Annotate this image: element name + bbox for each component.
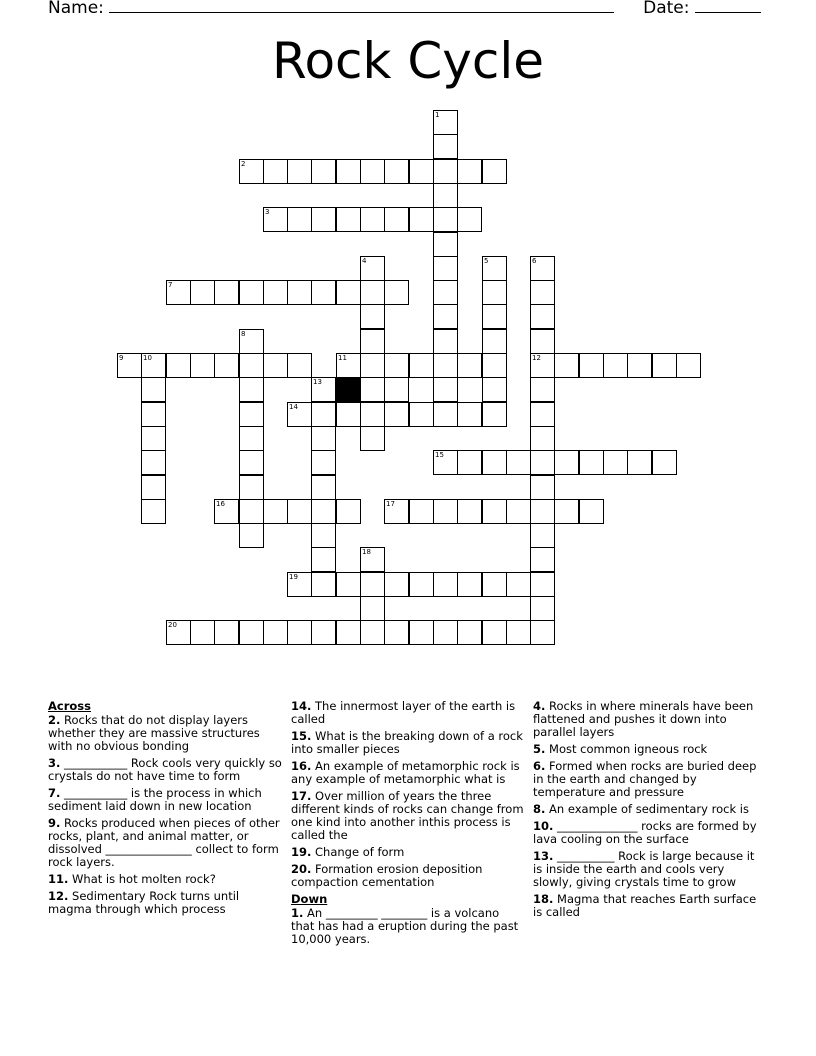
grid-cell[interactable]	[384, 377, 409, 402]
grid-cell[interactable]	[287, 159, 312, 184]
clue-number-label: 4	[362, 257, 367, 265]
clue-number-label: 8	[241, 330, 246, 338]
clue-number: 20.	[291, 862, 312, 876]
clue-number: 8.	[533, 802, 546, 816]
grid-cell[interactable]	[360, 402, 385, 427]
grid-cell[interactable]	[530, 426, 555, 451]
clue-column-3	[533, 700, 767, 923]
clue-number-label: 20	[168, 621, 177, 629]
grid-cell[interactable]	[239, 402, 264, 427]
grid-cell[interactable]	[433, 572, 458, 597]
grid-cell[interactable]	[433, 256, 458, 281]
clue-number: 14.	[291, 699, 312, 713]
clue-text: Sedimentary Rock turns until magma through which process	[48, 889, 240, 916]
grid-cell[interactable]	[263, 620, 288, 645]
grid-cell[interactable]	[287, 280, 312, 305]
grid-cell[interactable]	[433, 620, 458, 645]
grid-cell[interactable]	[360, 426, 385, 451]
clue-down-13	[533, 850, 767, 889]
clue-number-label: 14	[289, 403, 298, 411]
date-label: Date:	[643, 0, 690, 18]
grid-cell[interactable]	[311, 207, 336, 232]
grid-cell[interactable]	[190, 280, 215, 305]
name-label: Name:	[48, 0, 104, 18]
grid-cell[interactable]	[336, 159, 361, 184]
clue-number-label: 13	[313, 378, 322, 386]
clue-number: 18.	[533, 892, 554, 906]
grid-cell[interactable]	[433, 159, 458, 184]
grid-cell[interactable]	[336, 207, 361, 232]
clue-across-7	[48, 787, 282, 813]
clue-text: ___________ is the process in which sediment laid down in new location	[48, 786, 262, 813]
grid-cell[interactable]	[530, 402, 555, 427]
grid-cell[interactable]	[457, 402, 482, 427]
grid-cell[interactable]	[482, 450, 507, 475]
clue-number-label: 19	[289, 573, 298, 581]
grid-cell[interactable]	[311, 523, 336, 548]
grid-cell[interactable]	[409, 572, 434, 597]
grid-cell[interactable]	[360, 207, 385, 232]
grid-cell[interactable]	[482, 304, 507, 329]
grid-cell[interactable]	[554, 353, 579, 378]
grid-cell[interactable]	[433, 280, 458, 305]
grid-cell[interactable]	[433, 207, 458, 232]
clue-across-2	[48, 714, 282, 753]
clue-across-9	[48, 817, 282, 869]
across-heading: Across	[48, 699, 91, 713]
grid-cell[interactable]	[433, 304, 458, 329]
grid-cell[interactable]	[311, 280, 336, 305]
clue-number: 5.	[533, 742, 546, 756]
grid-cell[interactable]	[239, 353, 264, 378]
grid-cell[interactable]	[482, 402, 507, 427]
grid-cell[interactable]	[384, 402, 409, 427]
grid-cell[interactable]	[482, 377, 507, 402]
clue-number-label: 15	[435, 451, 444, 459]
grid-cell[interactable]	[457, 620, 482, 645]
grid-cell[interactable]	[360, 596, 385, 621]
grid-cell[interactable]	[530, 450, 555, 475]
grid-cell[interactable]	[457, 572, 482, 597]
clue-number: 2.	[48, 713, 61, 727]
grid-cell[interactable]	[554, 499, 579, 524]
clue-across-11	[48, 873, 282, 886]
grid-cell[interactable]	[336, 280, 361, 305]
clue-number-label: 5	[484, 257, 489, 265]
grid-cell[interactable]	[530, 499, 555, 524]
grid-cell[interactable]	[190, 620, 215, 645]
grid-cell[interactable]	[603, 353, 628, 378]
grid-cell[interactable]	[433, 377, 458, 402]
grid-cell[interactable]	[360, 280, 385, 305]
grid-cell[interactable]	[311, 402, 336, 427]
grid-cell[interactable]	[482, 499, 507, 524]
grid-cell[interactable]	[311, 499, 336, 524]
clue-down-10	[533, 820, 767, 846]
grid-cell[interactable]	[311, 620, 336, 645]
grid-cell[interactable]	[457, 207, 482, 232]
clue-text: Rocks that do not display layers whether they are massive structures with no obvious bonding	[48, 713, 260, 753]
clue-number-label: 3	[265, 208, 270, 216]
clue-number-label: 10	[143, 354, 152, 362]
clue-number-label: 1	[435, 111, 440, 119]
grid-cell[interactable]	[239, 620, 264, 645]
page-title: Rock Cycle	[271, 32, 545, 90]
clue-text: Rocks in where minerals have been flattened and pushes it down into parallel layers	[533, 699, 754, 739]
grid-cell[interactable]	[433, 353, 458, 378]
grid-cell[interactable]	[384, 159, 409, 184]
clue-number-label: 17	[386, 500, 395, 508]
clue-text: The innermost layer of the earth is called	[291, 699, 516, 726]
black-cell	[336, 377, 361, 402]
grid-cell[interactable]	[409, 159, 434, 184]
grid-cell[interactable]	[482, 280, 507, 305]
clue-down-4	[533, 700, 767, 739]
clue-number: 3.	[48, 756, 61, 770]
grid-cell[interactable]	[141, 450, 166, 475]
grid-cell[interactable]	[627, 450, 652, 475]
grid-cell[interactable]	[530, 329, 555, 354]
clue-number-label: 12	[532, 354, 541, 362]
grid-cell[interactable]	[141, 475, 166, 500]
grid-cell[interactable]	[384, 207, 409, 232]
grid-cell[interactable]	[433, 499, 458, 524]
clue-number: 1.	[291, 906, 304, 920]
grid-cell[interactable]	[433, 329, 458, 354]
grid-cell[interactable]	[433, 183, 458, 208]
clue-down-1	[291, 907, 525, 946]
grid-cell[interactable]	[384, 280, 409, 305]
clue-text: Over million of years the three different kinds of rocks can change from one kind into another inthis process is called the	[291, 789, 524, 842]
grid-cell[interactable]	[482, 329, 507, 354]
grid-cell[interactable]	[506, 572, 531, 597]
grid-cell[interactable]	[263, 159, 288, 184]
grid-cell[interactable]	[482, 159, 507, 184]
grid-cell[interactable]	[530, 475, 555, 500]
clue-across-19	[291, 846, 525, 859]
clue-number-label: 16	[216, 500, 225, 508]
clue-text: What is hot molten rock?	[68, 872, 216, 886]
clue-text: __________ Rock is large because it is inside the earth and cools very slowly, giving crystals time to grow	[533, 849, 755, 889]
grid-cell[interactable]	[141, 402, 166, 427]
grid-cell[interactable]	[627, 353, 652, 378]
grid-cell[interactable]	[336, 402, 361, 427]
grid-cell[interactable]	[239, 523, 264, 548]
grid-cell[interactable]	[360, 620, 385, 645]
grid-cell[interactable]	[579, 353, 604, 378]
grid-cell[interactable]	[457, 450, 482, 475]
grid-cell[interactable]	[530, 547, 555, 572]
grid-cell[interactable]	[409, 353, 434, 378]
grid-cell[interactable]	[409, 207, 434, 232]
grid-cell[interactable]	[141, 499, 166, 524]
grid-cell[interactable]	[360, 304, 385, 329]
clue-number-label: 9	[119, 354, 124, 362]
grid-cell[interactable]	[457, 499, 482, 524]
grid-cell[interactable]	[360, 353, 385, 378]
clue-across-17	[291, 790, 525, 842]
clue-across-12	[48, 890, 282, 916]
grid-cell[interactable]	[652, 353, 677, 378]
grid-cell[interactable]	[287, 620, 312, 645]
clue-number: 4.	[533, 699, 546, 713]
clue-text: An example of metamorphic rock is any example of metamorphic what is	[291, 759, 520, 786]
clue-number-label: 18	[362, 548, 371, 556]
grid-cell[interactable]	[384, 572, 409, 597]
clue-number: 10.	[533, 819, 554, 833]
clue-number: 13.	[533, 849, 554, 863]
grid-cell[interactable]	[530, 620, 555, 645]
grid-cell[interactable]	[506, 450, 531, 475]
clue-number: 9.	[48, 816, 61, 830]
clue-text: Formation erosion deposition compaction cementation	[291, 862, 483, 889]
grid-cell[interactable]	[239, 475, 264, 500]
clue-number: 19.	[291, 845, 312, 859]
clue-number: 7.	[48, 786, 61, 800]
clue-number-label: 2	[241, 160, 246, 168]
grid-cell[interactable]	[603, 450, 628, 475]
clue-number: 12.	[48, 889, 69, 903]
grid-cell[interactable]	[311, 426, 336, 451]
grid-cell[interactable]	[433, 232, 458, 257]
clue-down-8	[533, 803, 767, 816]
grid-cell[interactable]	[263, 280, 288, 305]
clue-down-5	[533, 743, 767, 756]
grid-cell[interactable]	[409, 499, 434, 524]
grid-cell[interactable]	[360, 329, 385, 354]
grid-cell[interactable]	[409, 620, 434, 645]
clue-number: 11.	[48, 872, 69, 886]
clue-across-16	[291, 760, 525, 786]
grid-cell[interactable]	[360, 159, 385, 184]
grid-cell[interactable]	[311, 159, 336, 184]
clue-down-6	[533, 760, 767, 799]
clue-text: An example of sedimentary rock is	[545, 802, 749, 816]
grid-cell[interactable]	[141, 377, 166, 402]
grid-cell[interactable]	[311, 572, 336, 597]
grid-cell[interactable]	[457, 353, 482, 378]
clue-across-15	[291, 730, 525, 756]
grid-cell[interactable]	[311, 547, 336, 572]
grid-cell[interactable]	[239, 377, 264, 402]
grid-cell[interactable]	[579, 499, 604, 524]
grid-cell[interactable]	[311, 475, 336, 500]
grid-cell[interactable]	[360, 377, 385, 402]
grid-cell[interactable]	[214, 353, 239, 378]
grid-cell[interactable]	[506, 620, 531, 645]
grid-cell[interactable]	[530, 377, 555, 402]
grid-cell[interactable]	[239, 426, 264, 451]
grid-cell[interactable]	[360, 572, 385, 597]
clue-text: Most common igneous rock	[545, 742, 708, 756]
grid-cell[interactable]	[676, 353, 701, 378]
down-heading: Down	[291, 892, 328, 906]
clue-text: Formed when rocks are buried deep in the earth and changed by temperature and pressure	[533, 759, 757, 799]
grid-cell[interactable]	[287, 353, 312, 378]
grid-cell[interactable]	[506, 499, 531, 524]
grid-cell[interactable]	[433, 134, 458, 159]
grid-cell[interactable]	[482, 620, 507, 645]
clue-number: 15.	[291, 729, 312, 743]
grid-cell[interactable]	[482, 572, 507, 597]
grid-cell[interactable]	[166, 353, 191, 378]
grid-cell[interactable]	[384, 353, 409, 378]
grid-cell[interactable]	[287, 499, 312, 524]
grid-cell[interactable]	[384, 620, 409, 645]
grid-cell[interactable]	[190, 353, 215, 378]
clue-number: 17.	[291, 789, 312, 803]
clue-text: ___________ Rock cools very quickly so crystals do not have time to form	[48, 756, 282, 783]
grid-cell[interactable]	[336, 620, 361, 645]
grid-cell[interactable]	[409, 402, 434, 427]
grid-cell[interactable]	[336, 572, 361, 597]
clue-number-label: 7	[168, 281, 173, 289]
clue-text: ______________ rocks are formed by lava cooling on the surface	[533, 819, 757, 846]
clue-down-18	[533, 893, 767, 919]
grid-cell[interactable]	[311, 450, 336, 475]
grid-cell[interactable]	[263, 353, 288, 378]
grid-cell[interactable]	[263, 499, 288, 524]
grid-cell[interactable]	[239, 280, 264, 305]
grid-cell[interactable]	[239, 499, 264, 524]
grid-cell[interactable]	[530, 572, 555, 597]
grid-cell[interactable]	[530, 596, 555, 621]
clue-number: 16.	[291, 759, 312, 773]
clue-number-label: 11	[338, 354, 347, 362]
clue-text: Rocks produced when pieces of other rocks, plant, and animal matter, or dissolved _______________ collect to form rock layers.	[48, 816, 280, 869]
clue-across-14	[291, 700, 525, 726]
clue-text: Magma that reaches Earth surface is called	[533, 892, 757, 919]
clue-across-20	[291, 863, 525, 889]
grid-cell[interactable]	[554, 450, 579, 475]
grid-cell[interactable]	[239, 450, 264, 475]
grid-cell[interactable]	[652, 450, 677, 475]
grid-cell[interactable]	[336, 499, 361, 524]
clue-text: Change of form	[311, 845, 405, 859]
grid-cell[interactable]	[530, 523, 555, 548]
clue-text: An _________ ________ is a volcano that has had a eruption during the past 10,000 years.	[291, 906, 519, 946]
grid-cell[interactable]	[530, 280, 555, 305]
clue-column-2	[291, 700, 525, 950]
grid-cell[interactable]	[287, 207, 312, 232]
clue-number-label: 6	[532, 257, 537, 265]
grid-cell[interactable]	[530, 304, 555, 329]
clue-number: 6.	[533, 759, 546, 773]
clue-text: What is the breaking down of a rock into smaller pieces	[291, 729, 523, 756]
clue-column-1	[48, 700, 282, 920]
grid-cell[interactable]	[433, 402, 458, 427]
grid-cell[interactable]	[579, 450, 604, 475]
grid-cell[interactable]	[214, 620, 239, 645]
grid-cell[interactable]	[214, 280, 239, 305]
grid-cell[interactable]	[482, 353, 507, 378]
grid-cell[interactable]	[141, 426, 166, 451]
clue-across-3	[48, 757, 282, 783]
grid-cell[interactable]	[457, 159, 482, 184]
